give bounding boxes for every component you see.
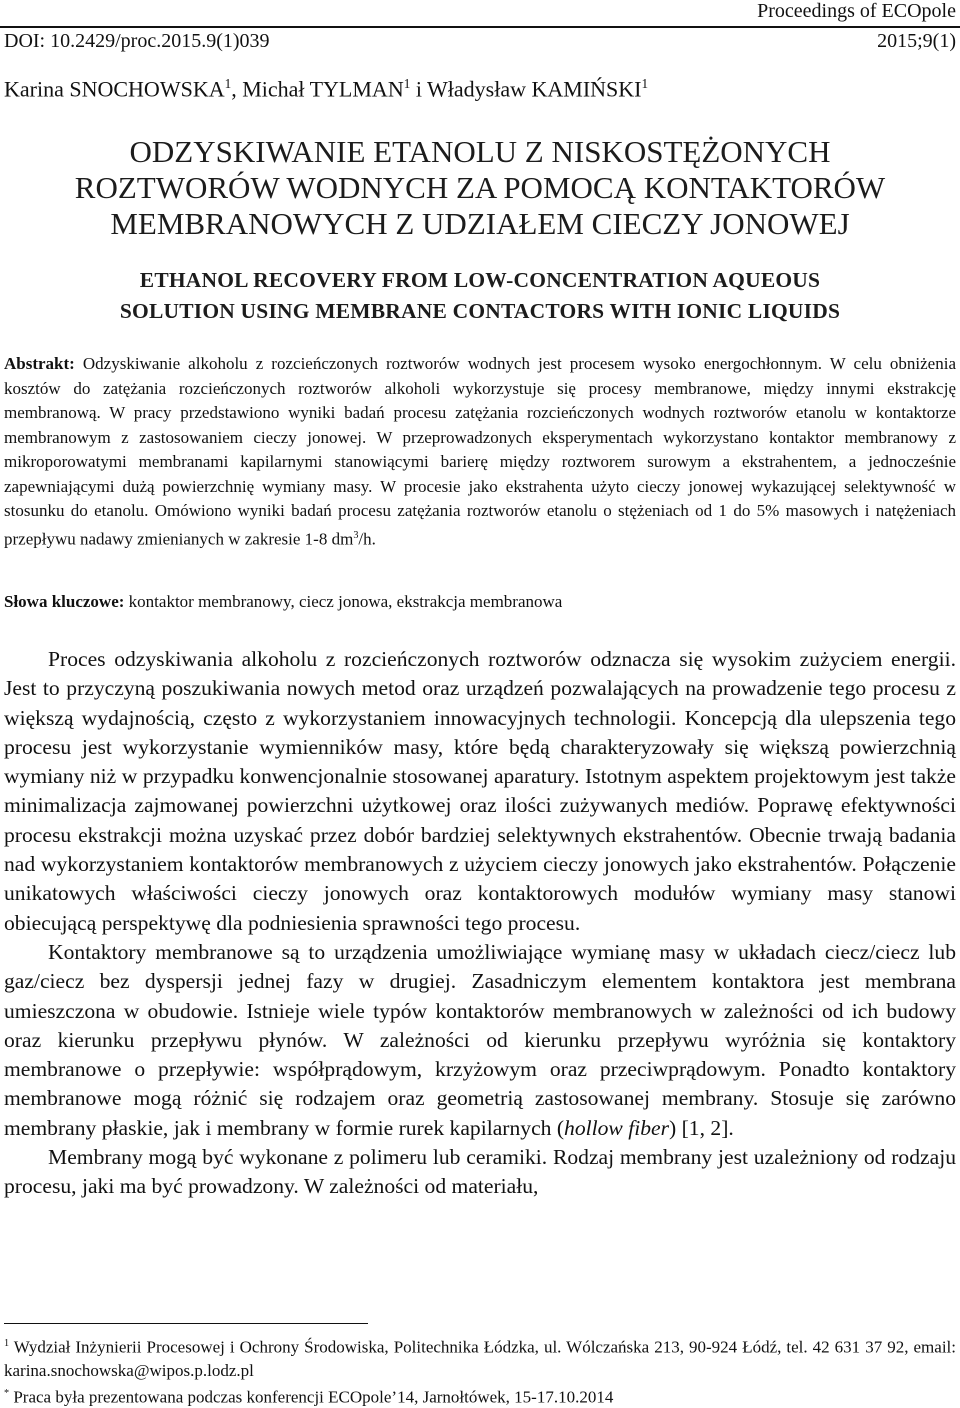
keywords-label: Słowa kluczowe: bbox=[4, 592, 125, 611]
author-1-affil: 1 bbox=[224, 76, 232, 91]
doi: DOI: 10.2429/proc.2015.9(1)039 bbox=[4, 30, 270, 52]
footnote-1-text: Wydział Inżynierii Procesowej i Ochrony Środowiska, Politechnika Łódzka, ul. Wólczańska 213, 90-924 Łódź, tel. 42 631 37 92, email: karina.snochowska@wipos.p.lodz.pl bbox=[4, 1337, 956, 1380]
keywords-text: kontaktor membranowy, ciecz jonowa, ekstrakcja membranowa bbox=[124, 592, 563, 611]
header-rule bbox=[0, 26, 960, 28]
body-paragraph-2 bbox=[4, 938, 956, 1143]
title-english-line-1: ETHANOL RECOVERY FROM LOW-CONCENTRATION AQUEOUS bbox=[139, 268, 821, 292]
abstract-text: Odzyskiwanie alkoholu z rozcieńczonych roztworów wodnych jest procesem wysoko energochłonnym. W celu obniżenia kosztów do zatężania rozcieńczonych roztworów alkoholi wykorzystuje się procesy membranowe, między innymi ekstrakcję membranową. W pracy przedstawiono wyniki badań procesu zatężania rozcieńczonych wodnych roztworów etanolu w kontaktorze membranowym z zastosowaniem cieczy jonowej. W przeprowadzonych eksperymentach wykorzystano kontaktor membranowy z mikroporowatymi membranami kapilarnymi stanowiącymi barierę między roztworem surowym a ekstrahentem, a jednocześnie zapewniającymi dużą powierzchnię wymiany masy. W procesie jako ekstrahenta użyto cieczy jonowej wykazującej selektywność w stosunku do etanolu. Omówiono wyniki badań procesu zatężania roztworów etanolu o stężeniach od 1 do 5% masowych i natężeniach przepływu nadawy zmienianych w zakresie 1-8 dm bbox=[4, 354, 956, 549]
body-paragraph-2-text: Kontaktory membranowe są to urządzenia umożliwiające wymianę masy w układach ciecz/ciecz lub gaz/ciecz bez dyspersji jednej fazy w drugiej. Zasadniczym elementem kontaktora jest membrana umieszczona w obudowie. Istnieje wiele typów kontaktorów membranowych w zależności od ich budowy oraz kierunku przepływu płynów. W zależności od kierunku przepływu wyróżnia się kontaktory membranowe o przepływie: współprądowym, krzyżowym oraz przeciwprądowym. Ponadto kontaktory membranowe mogą różnić się rodzajem oraz geometrią zastosowanej membrany. Stosuje się zarówno membrany płaskie, jak i membrany w formie rurek kapilarnych ( bbox=[4, 939, 956, 1140]
body-paragraph-1: Proces odzyskiwania alkoholu z rozcieńczonych roztworów odznacza się wysokim zużyciem energii. Jest to przyczyną poszukiwania nowych metod oraz urządzeń pozwalających na prowadzenie tego procesu z większą wydajnością, często z wykorzystaniem innowacyjnych technologii. Koncepcją dla ulepszenia tego procesu jest wykorzystanie wymienników masy, które będą charakteryzowały się większą powierzchnią wymiany niż w przypadku konwencjonalnie stosowanej aparatury. Istotnym aspektem projektowym jest także minimalizacja zajmowanej powierzchni użytkowej oraz ilości zużywanych mediów. Poprawę efektywności procesu ekstrakcji można uzyskać przez dobór bardziej selektywnych ekstrahentów. Obecnie trwają badania nad wykorzystaniem kontaktorów membranowych z użyciem cieczy jonowych jako ekstrahentów. Połączenie unikatowych właściwości cieczy jonowych oraz kontaktorowych modułów wymiany masy stanowi obiecującą perspektywę dla podniesienia sprawności tego procesu. bbox=[4, 647, 956, 935]
footnote-2-mark: * bbox=[4, 1387, 10, 1399]
title-polish-line-1: ODZYSKIWANIE ETANOLU Z NISKOSTĘŻONYCH bbox=[129, 134, 831, 169]
title-english bbox=[0, 265, 960, 327]
author-1: Karina SNOCHOWSKA bbox=[4, 76, 225, 102]
title-english-line-2: SOLUTION USING MEMBRANE CONTACTORS WITH IONIC LIQUIDS bbox=[119, 299, 841, 323]
footnote-1 bbox=[4, 1332, 956, 1382]
abstract-text-end: /h. bbox=[358, 529, 376, 549]
volume: 2015;9(1) bbox=[877, 30, 956, 52]
body-text bbox=[4, 645, 956, 1202]
author-2-affil: 1 bbox=[403, 76, 411, 91]
doi-row bbox=[4, 30, 956, 53]
authors bbox=[4, 76, 648, 102]
author-2: , Michał TYLMAN bbox=[231, 76, 404, 102]
body-paragraph-3: Membrany mogą być wykonane z polimeru lub ceramiki. Rodzaj membrany jest uzależniony od rodzaju procesu, jaki ma być prowadzony. W zależności od materiału, bbox=[4, 1145, 956, 1199]
footnote-2-text: Praca była prezentowana podczas konferencji ECOpole’14, Jarnołtówek, 15-17.10.2014 bbox=[9, 1387, 614, 1407]
title-polish bbox=[0, 134, 960, 242]
footnotes bbox=[4, 1332, 956, 1408]
body-paragraph-2-end: ) [1, 2]. bbox=[669, 1115, 734, 1140]
keywords bbox=[4, 592, 956, 612]
footnote-rule bbox=[4, 1323, 368, 1324]
author-3-affil: 1 bbox=[641, 76, 649, 91]
abstract bbox=[4, 352, 956, 552]
body-paragraph-2-italic: hollow fiber bbox=[564, 1115, 670, 1140]
author-3: i Władysław KAMIŃSKI bbox=[410, 76, 642, 102]
journal-name: Proceedings of ECOpole bbox=[757, 0, 956, 22]
abstract-label: Abstrakt: bbox=[4, 354, 75, 373]
title-polish-line-2: ROZTWORÓW WODNYCH ZA POMOCĄ KONTAKTORÓW bbox=[74, 170, 886, 205]
footnote-2 bbox=[4, 1382, 956, 1408]
title-polish-line-3: MEMBRANOWYCH Z UDZIAŁEM CIECZY JONOWEJ bbox=[110, 206, 850, 241]
footnote-1-mark: 1 bbox=[4, 1338, 10, 1349]
abstract-unit-sup: 3 bbox=[353, 529, 359, 541]
